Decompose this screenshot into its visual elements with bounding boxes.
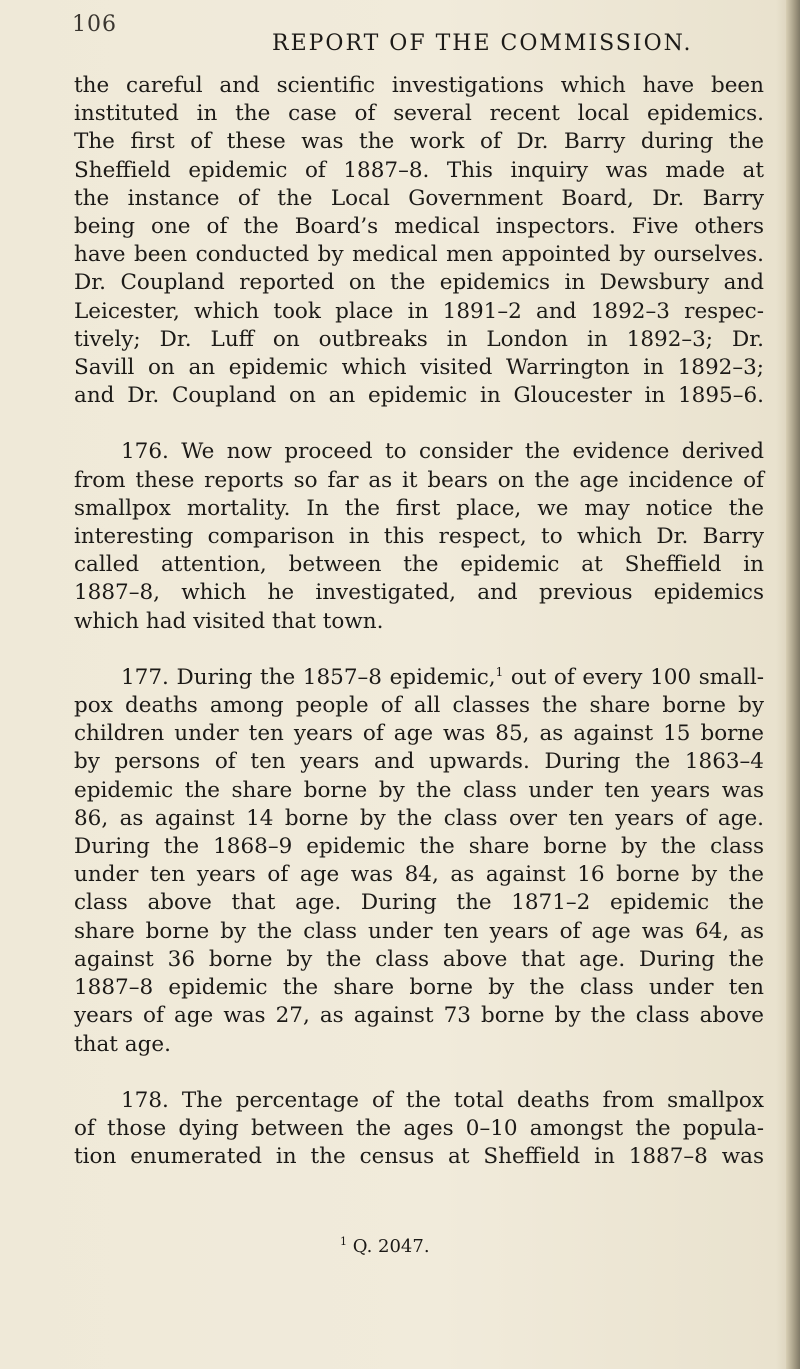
- text-fragment: out of every 100 small-: [503, 664, 764, 690]
- text-line: and Dr. Coupland on an epidemic in Gloucester in 1895–6.: [74, 383, 764, 409]
- text-line: epidemic the share borne by the class under ten years was: [74, 777, 764, 803]
- text-line: of those dying between the ages 0–10 amongst the popula-: [74, 1115, 764, 1141]
- paragraph-gap: [74, 1059, 764, 1087]
- text-line: by persons of ten years and upwards. During the 1863–4: [74, 749, 764, 775]
- text-line: children under ten years of age was 85, as against 15 borne: [74, 721, 764, 747]
- paragraph-gap: [74, 410, 764, 438]
- paragraph-178: [74, 1087, 764, 1172]
- text-line: under ten years of age was 84, as against 16 borne by the: [74, 862, 764, 888]
- body-text: [74, 72, 764, 1171]
- paragraph-176: [74, 438, 764, 635]
- text-line: 178. The percentage of the total deaths from smallpox: [121, 1087, 764, 1113]
- footnote-text: Q. 2047.: [347, 1236, 430, 1257]
- text-line: 1887–8 epidemic the share borne by the class under ten: [74, 975, 764, 1001]
- text-line: which had visited that town.: [74, 608, 384, 634]
- page-edge-shadow: [786, 0, 800, 1369]
- paragraph-177: [74, 664, 764, 1059]
- text-line: years of age was 27, as against 73 borne by the class above: [74, 1003, 764, 1029]
- text-line: interesting comparison in this respect, to which Dr. Barry: [74, 524, 764, 550]
- text-line: The first of these was the work of Dr. Barry during the: [74, 129, 764, 155]
- text-line: against 36 borne by the class above that age. During the: [74, 946, 764, 972]
- text-line: smallpox mortality. In the first place, we may notice the: [74, 495, 764, 521]
- text-line: that age.: [74, 1031, 171, 1057]
- text-line: Dr. Coupland reported on the epidemics in Dewsbury and: [74, 270, 764, 296]
- text-line: share borne by the class under ten years of age was 64, as: [74, 918, 764, 944]
- text-line: instituted in the case of several recent local epidemics.: [74, 101, 764, 127]
- text-line: 86, as against 14 borne by the class over ten years of age.: [74, 805, 764, 831]
- footnote: [340, 1236, 430, 1257]
- text-line: tion enumerated in the census at Sheffield in 1887–8 was: [74, 1144, 764, 1170]
- paragraph-175-continued: [74, 72, 764, 410]
- text-line: from these reports so far as it bears on the age incidence of: [74, 467, 764, 493]
- text-line: class above that age. During the 1871–2 epidemic the: [74, 890, 764, 916]
- text-fragment: 177. During the 1857–8 epidemic,: [121, 664, 496, 690]
- text-line: tively; Dr. Luff on outbreaks in London in 1892–3; Dr.: [74, 326, 764, 352]
- footnote-reference: 1: [495, 664, 504, 679]
- footnote-marker: 1: [340, 1235, 347, 1248]
- text-line: called attention, between the epidemic at Sheffield in: [74, 552, 764, 578]
- text-line: 176. We now proceed to consider the evidence derived: [121, 439, 764, 465]
- text-line: Leicester, which took place in 1891–2 and 1892–3 respec-: [74, 298, 764, 324]
- text-line: During the 1868–9 epidemic the share borne by the class: [74, 834, 764, 860]
- paragraph-gap: [74, 636, 764, 664]
- text-line: Savill on an epidemic which visited Warrington in 1892–3;: [74, 355, 764, 381]
- text-line: [74, 664, 764, 692]
- text-line: pox deaths among people of all classes the share borne by: [74, 693, 764, 719]
- text-line: the careful and scientific investigations which have been: [74, 73, 764, 98]
- text-line: 1887–8, which he investigated, and previous epidemics: [74, 580, 764, 606]
- text-line: have been conducted by medical men appointed by ourselves.: [74, 242, 764, 268]
- page-header: [72, 12, 772, 58]
- text-line: being one of the Board’s medical inspectors. Five others: [74, 214, 764, 240]
- text-line: the instance of the Local Government Board, Dr. Barry: [74, 185, 764, 211]
- text-line: Sheffield epidemic of 1887–8. This inquiry was made at: [74, 157, 764, 183]
- page-number: 106: [72, 12, 117, 37]
- running-head: REPORT OF THE COMMISSION.: [272, 31, 693, 56]
